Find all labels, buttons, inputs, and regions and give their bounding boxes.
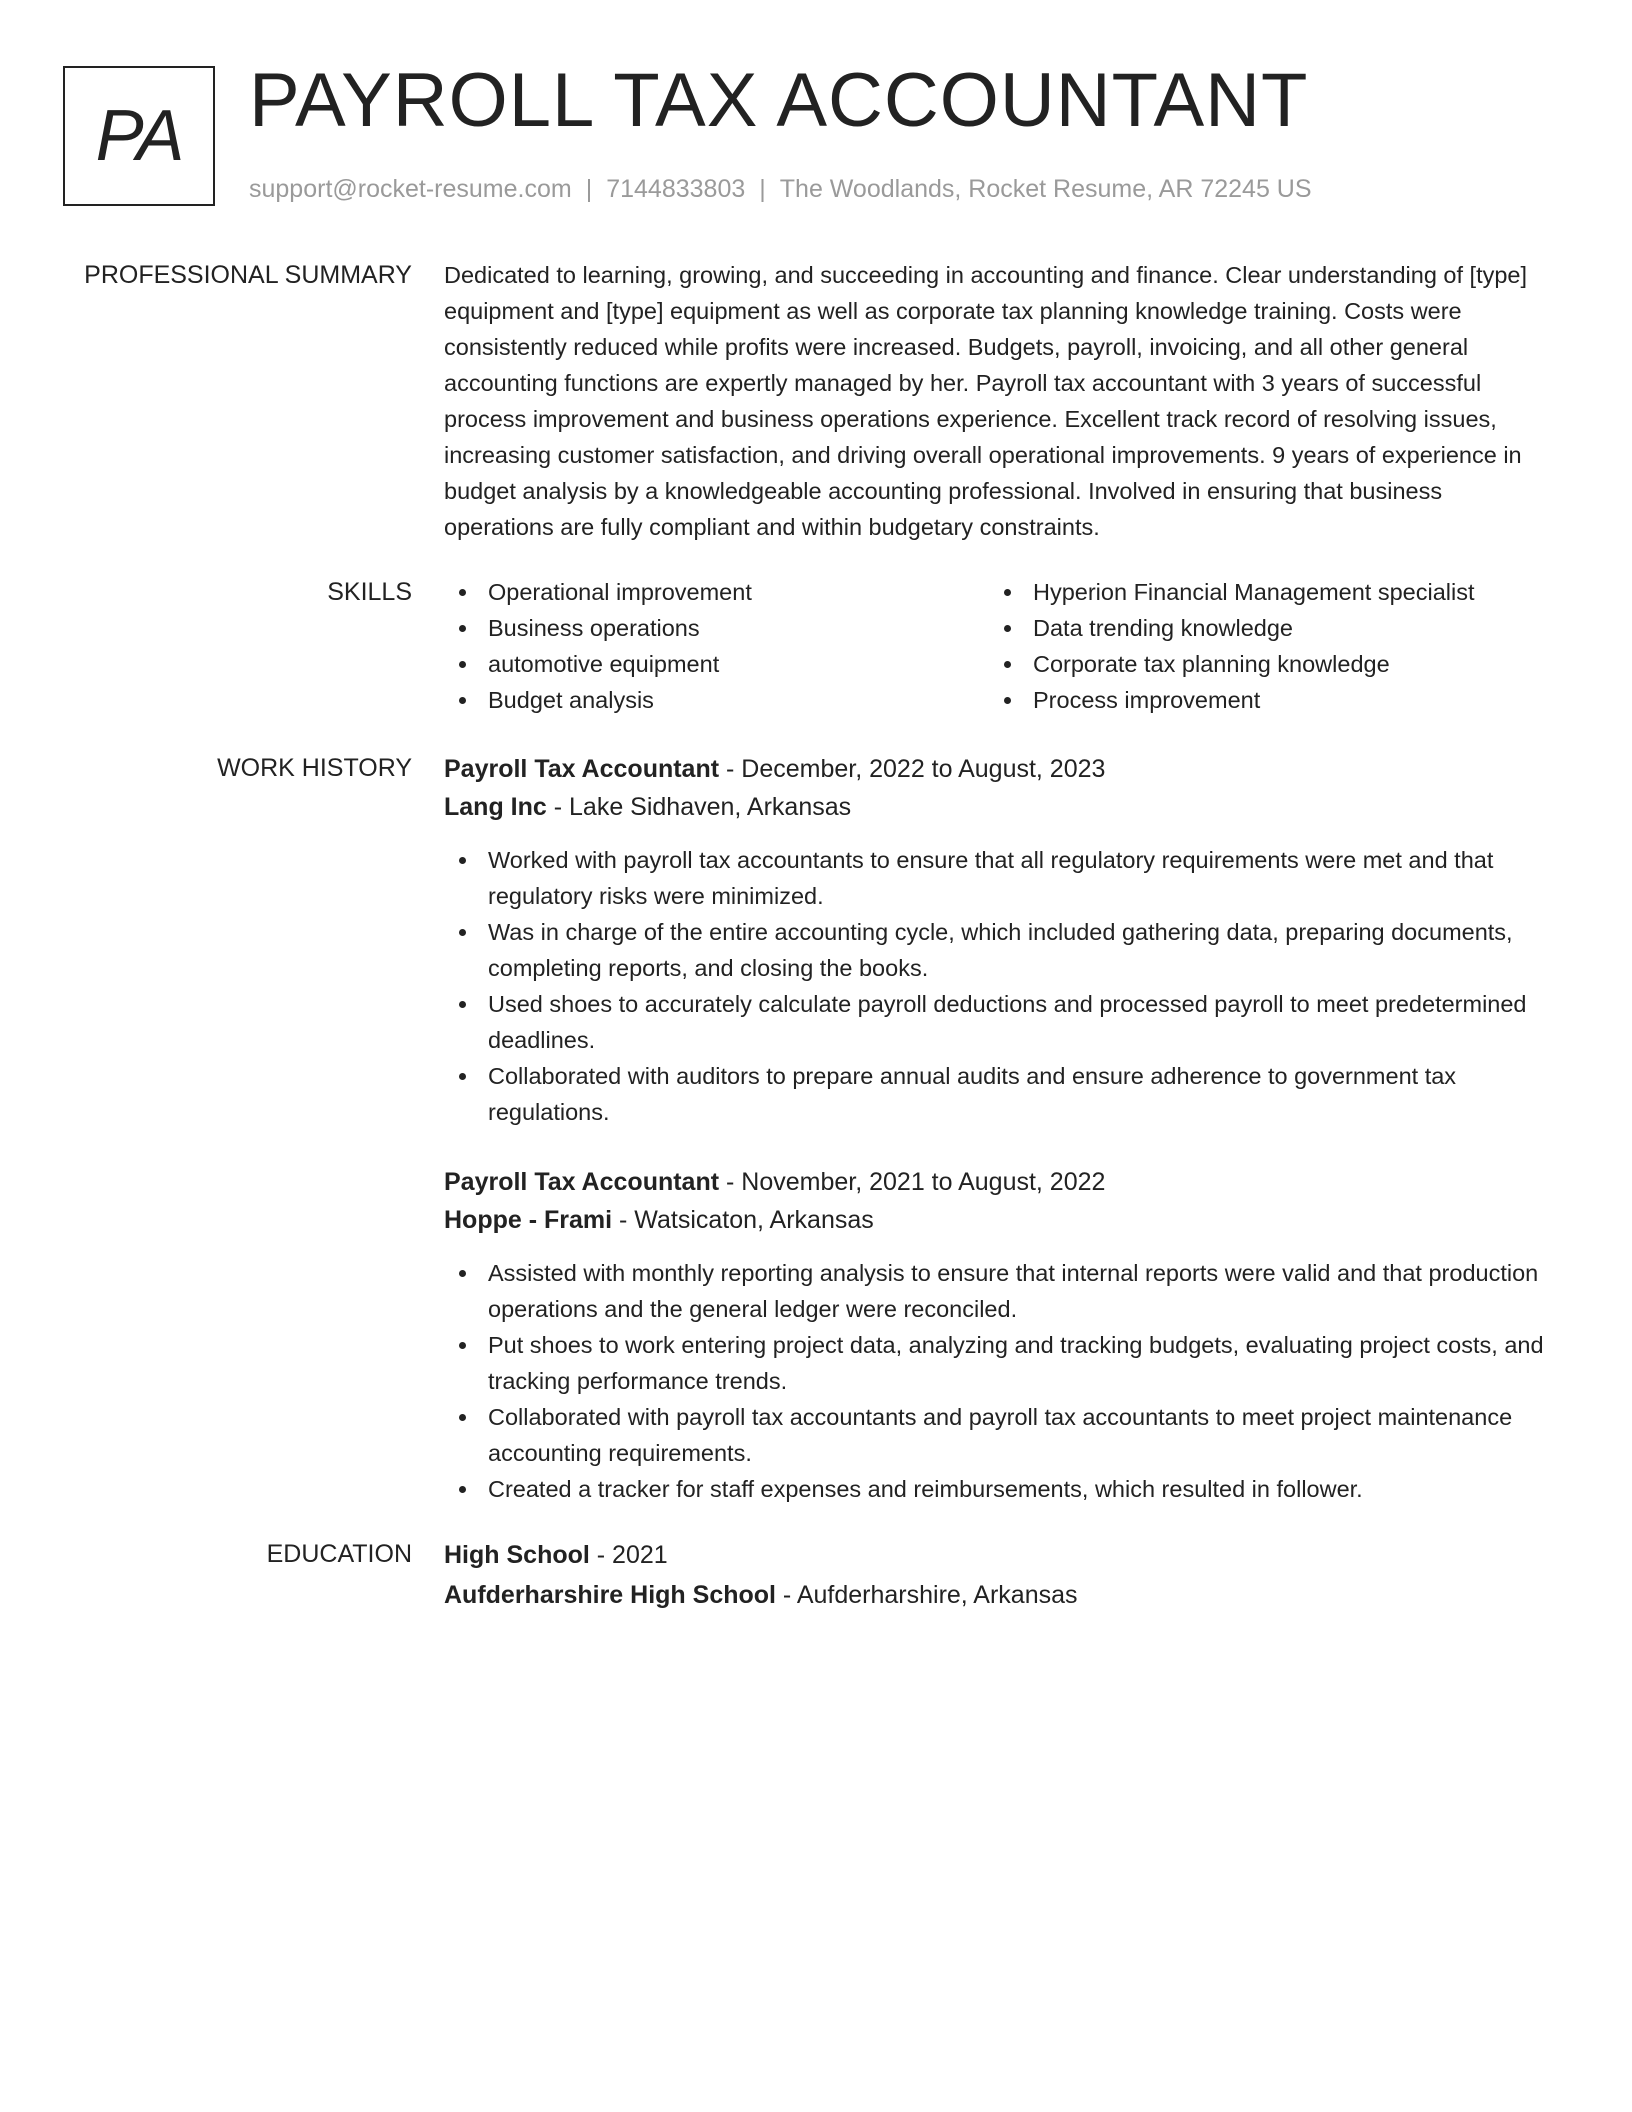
job-title: Payroll Tax Accountant — [444, 755, 720, 783]
contact-separator: | — [585, 175, 593, 203]
job-bullet: Worked with payroll tax accountants to ensure that all regulatory requirements were met and that regulatory risks were minimized. — [444, 842, 1554, 914]
job-bullet: Collaborated with payroll tax accountants and payroll tax accountants to meet project maintenance accounting requirements. — [444, 1399, 1554, 1471]
skills-list-left — [444, 574, 989, 718]
job-bullet: Used shoes to accurately calculate payroll deductions and processed payroll to meet predetermined deadlines. — [444, 986, 1554, 1058]
monogram-logo: PA — [63, 66, 215, 206]
job-company-line — [444, 788, 1554, 826]
work-history-body — [444, 750, 1554, 1507]
job-location: - Lake Sidhaven, Arkansas — [546, 793, 852, 821]
job-company-line — [444, 1201, 1554, 1239]
skill-item: Process improvement — [989, 682, 1534, 718]
skill-item: Operational improvement — [444, 574, 989, 610]
job-title: Payroll Tax Accountant — [444, 1168, 720, 1196]
skill-item: automotive equipment — [444, 646, 989, 682]
job-bullet: Was in charge of the entire accounting cycle, which included gathering data, preparing documents, completing reports, and closing the books. — [444, 914, 1554, 986]
job-location: - Watsicaton, Arkansas — [612, 1206, 874, 1234]
skills-columns — [444, 574, 1554, 718]
skill-item: Hyperion Financial Management specialist — [989, 574, 1534, 610]
skill-item: Budget analysis — [444, 682, 989, 718]
section-heading-skills: SKILLS — [327, 578, 412, 606]
job-bullet: Assisted with monthly reporting analysis to ensure that internal reports were valid and that production operations and the general ledger were reconciled. — [444, 1255, 1554, 1327]
education-year: - 2021 — [589, 1541, 668, 1569]
skills-list-right — [989, 574, 1534, 718]
skill-item: Corporate tax planning knowledge — [989, 646, 1534, 682]
summary-text: Dedicated to learning, growing, and succeeding in accounting and finance. Clear understanding of [type] equipment and [type] equipment as well as corporate tax planning knowledge training. Costs were consistently reduced while profits were increased. Budgets, payroll, invoicing, and all other general accounting functions are expertly managed by her. Payroll tax accountant with 3 years of successful process improvement and business operations experience. Excellent track record of resolving issues, increasing customer satisfaction, and driving overall operational improvements. 9 years of experience in budget analysis by a knowledgeable accounting professional. Involved in ensuring that business operations are fully compliant and within budgetary constraints. — [444, 262, 1528, 540]
job-company: Lang Inc — [444, 793, 547, 821]
job-dates: - December, 2022 to August, 2023 — [719, 755, 1106, 783]
education-degree: High School — [444, 1541, 590, 1569]
education-degree-line — [444, 1536, 1554, 1574]
contact-separator: | — [759, 175, 766, 203]
contact-line — [249, 174, 1312, 204]
job-title-line — [444, 750, 1554, 788]
job-dates: - November, 2021 to August, 2022 — [719, 1168, 1106, 1196]
job-entry — [444, 750, 1554, 1130]
education-body — [444, 1536, 1554, 1614]
section-heading-work-history: WORK HISTORY — [217, 754, 412, 782]
job-bullet-list — [444, 1255, 1554, 1507]
job-company: Hoppe - Frami — [444, 1206, 613, 1234]
job-bullet: Collaborated with auditors to prepare annual audits and ensure adherence to government tax regulations. — [444, 1058, 1554, 1130]
job-bullet-list — [444, 842, 1554, 1130]
contact-address: The Woodlands, Rocket Resume, AR 72245 US — [779, 175, 1312, 203]
education-school-line — [444, 1576, 1554, 1614]
page-title: PAYROLL TAX ACCOUNTANT — [249, 58, 1309, 143]
section-heading-summary: PROFESSIONAL SUMMARY — [84, 261, 412, 289]
job-entry — [444, 1163, 1554, 1507]
skill-item: Data trending knowledge — [989, 610, 1534, 646]
contact-phone[interactable]: 7144833803 — [606, 175, 746, 203]
job-bullet: Put shoes to work entering project data, analyzing and tracking budgets, evaluating project costs, and tracking performance trends. — [444, 1327, 1554, 1399]
skills-body — [444, 574, 1554, 718]
summary-body — [444, 257, 1554, 545]
skill-item: Business operations — [444, 610, 989, 646]
job-title-line — [444, 1163, 1554, 1201]
section-heading-education: EDUCATION — [266, 1540, 412, 1568]
contact-email[interactable]: support@rocket-resume.com — [249, 175, 572, 203]
job-bullet: Created a tracker for staff expenses and reimbursements, which resulted in follower. — [444, 1471, 1554, 1507]
education-school: Aufderharshire High School — [444, 1581, 776, 1609]
education-location: - Aufderharshire, Arkansas — [775, 1581, 1078, 1609]
